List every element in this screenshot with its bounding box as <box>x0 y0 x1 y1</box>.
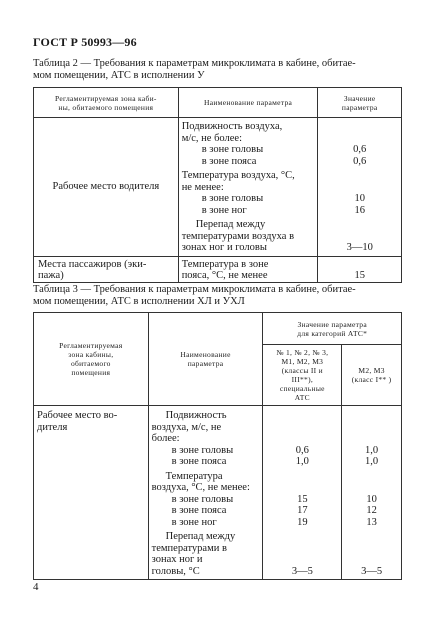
header-line: (классы II и <box>281 366 323 376</box>
value-cell: 1,0 <box>295 456 309 467</box>
param-line: более: <box>151 433 180 444</box>
table2-zone-driver: Рабочее место водителя <box>34 118 179 257</box>
param-line: зонах ног и головы <box>181 242 267 253</box>
param-line: в зоне головы <box>171 444 234 456</box>
header-line: параметра <box>341 102 378 112</box>
table2-header-zone <box>34 88 179 118</box>
value-cell: 3—5 <box>291 565 313 577</box>
param-line: в зоне головы <box>171 493 234 505</box>
header-line: (класс I** ) <box>351 375 392 385</box>
table2-caption <box>33 58 413 82</box>
header-line: Регламентируемая <box>59 341 123 350</box>
value-cell: 3—10 <box>346 242 373 253</box>
value-cell: 15 <box>354 270 365 281</box>
table3-caption-line: Таблица 3 — Требования к параметрам микроклимата в кабине, обитае- <box>33 284 356 295</box>
table2-header-value <box>318 88 402 118</box>
param-line: Перепад между <box>195 219 266 230</box>
param-line: Температура в зоне <box>181 258 269 270</box>
zone-line: дителя <box>37 421 68 433</box>
param-line: не менее: <box>181 181 224 193</box>
value-cell: 0,6 <box>353 155 367 167</box>
header-line: для категорий АТС* <box>297 328 368 338</box>
param-line: в зоне пояса <box>171 505 227 516</box>
table3-header-param <box>148 313 263 406</box>
table3-header-zone <box>34 313 149 406</box>
table3-header-value-group <box>263 313 402 345</box>
value-cell: 17 <box>297 505 308 516</box>
param-line: м/с, не более: <box>181 132 242 144</box>
param-line: Подвижность <box>165 410 227 421</box>
table3-caption <box>33 284 413 308</box>
value-cell: 19 <box>297 516 308 528</box>
table2-params-passengers <box>178 256 318 282</box>
param-line: в зоне головы <box>201 193 264 204</box>
table2 <box>33 87 402 283</box>
value-cell: 1,0 <box>365 456 379 467</box>
value-cell: 0,6 <box>353 144 367 155</box>
table3-col-b-values <box>342 406 402 580</box>
header-line: № 1, № 2, № 3, <box>276 348 329 358</box>
param-line: Температура воздуха, °С, <box>181 170 295 181</box>
param-line: температурами в <box>151 542 227 554</box>
param-line: Перепад между <box>165 531 236 542</box>
zone-line: Рабочее место во- <box>37 410 118 421</box>
value-cell: 16 <box>354 204 365 216</box>
table3 <box>33 312 402 580</box>
param-line: воздуха, °С, не менее: <box>151 482 250 493</box>
param-line: в зоне ног <box>201 204 247 216</box>
header-line: Наименование <box>180 350 231 359</box>
param-line: воздуха, м/с, не <box>151 421 222 433</box>
header-line: АТС <box>294 393 310 403</box>
param-line: головы, °С <box>151 565 200 577</box>
header-line: специальные <box>279 384 325 394</box>
header-line: Значение <box>343 93 376 103</box>
value-cell: 0,6 <box>295 444 309 456</box>
param-line: Температура <box>165 470 223 482</box>
header-line: III**), <box>291 375 314 385</box>
table2-values-driver <box>318 118 402 257</box>
document-header: ГОСТ Р 50993—96 <box>33 35 137 49</box>
table3-header-col-b <box>342 345 402 406</box>
value-cell: 13 <box>366 516 377 528</box>
table2-zone-passengers <box>34 256 179 282</box>
value-cell: 3—5 <box>361 565 383 577</box>
header-line: М2, М3 <box>358 366 385 376</box>
param-line: в зоне ног <box>171 516 217 528</box>
table2-caption-line: Таблица 2 — Требования к параметрам микроклимата в кабине, обитае- <box>33 58 356 69</box>
table2-caption-line: мом помещении, АТС в исполнении У <box>33 70 205 81</box>
table3-zone-driver <box>34 406 149 580</box>
table2-header-param: Наименование параметра <box>178 88 318 118</box>
value-cell: 15 <box>297 493 308 505</box>
table3-caption-line: мом помещении, АТС в исполнении ХЛ и УХЛ <box>33 296 245 307</box>
header-line: Регламентируемая зона каби- <box>54 93 157 103</box>
table2-value-passengers <box>318 256 402 282</box>
header-line: параметра <box>187 359 224 368</box>
zone-line: Места пассажиров (эки- <box>38 258 147 270</box>
param-line: пояса, °С, не менее <box>181 270 268 281</box>
header-line: зона кабины, <box>68 350 114 359</box>
param-line: Подвижность воздуха, <box>181 121 283 132</box>
page-number: 4 <box>33 581 39 593</box>
table3-header-col-a <box>263 345 342 406</box>
table2-params-driver <box>178 118 318 257</box>
param-line: в зоне пояса <box>201 155 257 167</box>
table3-col-a-values <box>263 406 342 580</box>
header-line: Значение параметра <box>297 319 367 329</box>
header-line: М1, М2, М3 <box>281 357 324 367</box>
param-line: зонах ног и <box>151 554 203 565</box>
header-line: ны, обитаемого помещения <box>58 102 154 112</box>
zone-line: пажа) <box>38 270 64 281</box>
value-cell: 1,0 <box>365 444 379 456</box>
header-line: обитаемого <box>70 359 111 368</box>
param-line: температурами воздуха в <box>181 230 295 242</box>
param-line: в зоне головы <box>201 144 264 155</box>
value-cell: 12 <box>366 505 377 516</box>
table3-params-driver <box>148 406 263 580</box>
value-cell: 10 <box>354 193 365 204</box>
header-line: помещения <box>71 368 111 377</box>
value-cell: 10 <box>366 493 377 505</box>
param-line: в зоне пояса <box>171 456 227 467</box>
